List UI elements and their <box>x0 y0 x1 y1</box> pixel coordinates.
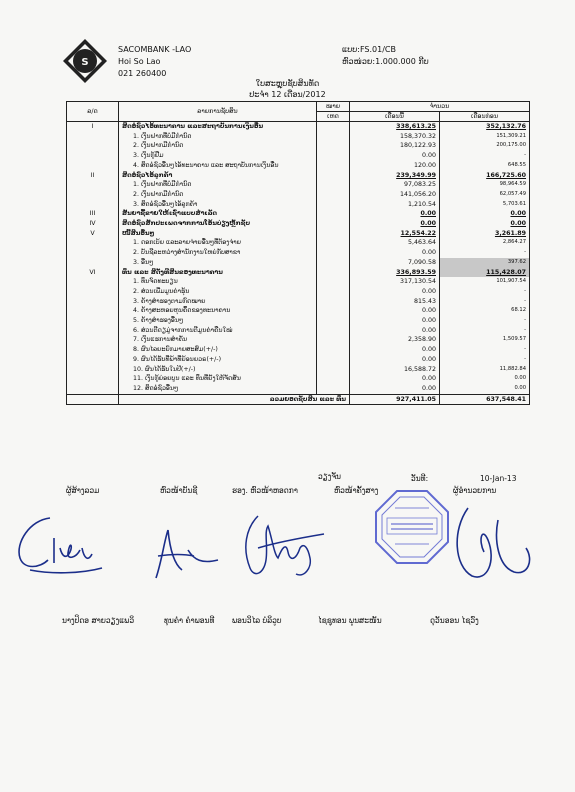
row-note <box>317 171 350 181</box>
row-number <box>67 355 119 365</box>
total-label: ລວມຍອດຊັບສິນ ແລະ ທຶນ <box>119 394 350 405</box>
row-note <box>317 384 350 394</box>
row-item-name: 6. ສ່ວນຕີດຽມູ່ຈາກການຕີມູນຄ່າຄືນໃໝ່ <box>119 326 317 336</box>
row-number <box>67 190 119 200</box>
form-info <box>342 44 429 68</box>
row-item-name: 1. ເງິນຝາກທີ່ບໍ່ມີກຳນົດ <box>119 180 317 190</box>
row-previous-value: 3,261.89 <box>440 229 530 239</box>
row-number <box>67 161 119 171</box>
row-number <box>67 277 119 287</box>
row-number <box>67 258 119 268</box>
row-item-name: 1. ເງິນຝາກທີ່ບໍ່ມີກຳນົດ <box>119 132 317 142</box>
row-previous-value: 5,703.61 <box>440 200 530 210</box>
row-previous-value: - <box>440 297 530 307</box>
row-number: IV <box>67 219 119 229</box>
row-previous-value: - <box>440 287 530 297</box>
row-current-value: 0.00 <box>350 151 440 161</box>
table-row <box>67 258 530 268</box>
table-row <box>67 306 530 316</box>
row-item-name: 2. ບັນຊີລະຫວ່າງສຳນັກງານໃຫຍ່ກັບສາຂາ <box>119 248 317 258</box>
row-current-value: 0.00 <box>350 316 440 326</box>
table-row <box>67 335 530 345</box>
row-number <box>67 326 119 336</box>
total-row <box>67 394 530 405</box>
row-number: V <box>67 229 119 239</box>
footer-date-label: ວັນທີ: <box>411 474 429 483</box>
signer-name-5: ດຸວັນອອນ ໄຊວົງ <box>430 616 479 625</box>
row-note <box>317 365 350 375</box>
document-date: ປະຈຳ 12 ເດືອນ/2012 <box>249 90 326 99</box>
row-previous-value: 166,725.60 <box>440 171 530 181</box>
row-item-name: 4. ຄ້າງສະຫອຍຫຸນຄ້ຶດຂອງທະນາຄານ <box>119 306 317 316</box>
row-current-value: 0.00 <box>350 355 440 365</box>
row-previous-value: - <box>440 326 530 336</box>
row-item-name: ທຶນ ແລະ ສິດັ່ງທີສິນຂອງທະນາຄານ <box>119 268 317 278</box>
row-note <box>317 335 350 345</box>
signer-name-2: ທຸນຄຳ ຄຳພອນທີ <box>164 616 215 625</box>
table-row <box>67 171 530 181</box>
row-number <box>67 200 119 210</box>
row-note <box>317 209 350 219</box>
table-row <box>67 268 530 278</box>
row-number <box>67 365 119 375</box>
row-item-name: ສິດອໍຊົວໄອ້ທະນາຄານ ແລະສະຖາບັນການເງິນອື່ນ <box>119 122 317 132</box>
bank-code: 021 260400 <box>118 69 167 78</box>
row-current-value: 97,083.25 <box>350 180 440 190</box>
row-current-value: 158,370.32 <box>350 132 440 142</box>
row-item-name: 3. ອື່ນໆ <box>119 258 317 268</box>
signature-3-icon <box>228 508 328 584</box>
row-item-name: 2. ສ່ວນເພີ່ມມູນຄ່າຮຸ້ນ <box>119 287 317 297</box>
signer-title-3: ຮອງ. ຫົວໜ້າຫອດກາ <box>232 486 298 495</box>
row-item-name: 3. ຄ້າງສຳຮອງຕາມກົດໝາຍ <box>119 297 317 307</box>
table-row <box>67 200 530 210</box>
row-current-value: 815.43 <box>350 297 440 307</box>
row-note <box>317 219 350 229</box>
row-previous-value: 62,057.49 <box>440 190 530 200</box>
row-item-name: 5. ຄ້າງສຳຮອງອື່ນໆ <box>119 316 317 326</box>
signer-name-3: ພອນວິໄລ ບໍລິວູບ <box>232 616 282 625</box>
row-item-name: 2. ເງິນຝາກມີກຳນົດ <box>119 141 317 151</box>
row-previous-value: 115,428.07 <box>440 268 530 278</box>
total-current: 927,411.05 <box>350 394 440 405</box>
row-current-value: 180,122.93 <box>350 141 440 151</box>
row-note <box>317 297 350 307</box>
table-row <box>67 326 530 336</box>
total-previous: 637,548.41 <box>440 394 530 405</box>
header-no: ລ/ດ <box>67 102 119 122</box>
row-number <box>67 374 119 384</box>
row-note <box>317 345 350 355</box>
row-current-value: 0.00 <box>350 326 440 336</box>
row-previous-value: 0.00 <box>440 374 530 384</box>
signer-title-4: ຫົວໜ້າຄັ້ງສາງ <box>334 486 379 495</box>
table-row <box>67 345 530 355</box>
row-note <box>317 316 350 326</box>
header-previous: ເດືອນກ່ອນ <box>440 112 530 122</box>
table-row <box>67 374 530 384</box>
row-item-name: ສິດອໍຊົວໄອ້ລູກຄ້າ <box>119 171 317 181</box>
header-note-2: ເຫດ <box>317 112 350 122</box>
table-row <box>67 277 530 287</box>
row-previous-value: - <box>440 248 530 258</box>
signer-name-4: ໄຊຊຸທອນ ພູນສະໜັນ <box>318 616 382 625</box>
row-note <box>317 132 350 142</box>
row-item-name: 2. ເງິນຝາກມີກຳນົດ <box>119 190 317 200</box>
signer-name-1: ນາງປິດອ ສາຍວຽງແພວິ <box>62 616 135 625</box>
table-row <box>67 287 530 297</box>
row-number <box>67 335 119 345</box>
svg-text:S: S <box>81 57 89 68</box>
row-number <box>67 248 119 258</box>
bank-address: Hoi So Lao <box>118 57 161 66</box>
row-item-name: 7. ເງິນແຮການສຳຄັນ <box>119 335 317 345</box>
row-current-value: 0.00 <box>350 384 440 394</box>
row-note <box>317 190 350 200</box>
signature-2-icon <box>148 520 228 584</box>
row-note <box>317 229 350 239</box>
row-previous-value: 68.12 <box>440 306 530 316</box>
signer-title-5: ຜູ້ອຳນວຍການ <box>453 486 497 495</box>
row-number <box>67 306 119 316</box>
row-note <box>317 258 350 268</box>
row-item-name: ສິດອໍຊົວສັກປະເພດຈາກການໂອ້ນບ່ຽງຫຼັກຊັບ <box>119 219 317 229</box>
row-number <box>67 316 119 326</box>
document-title: ໃບສະຫຼຸບຊັບສິນທັດ <box>255 79 320 88</box>
row-previous-value: 648.55 <box>440 161 530 171</box>
unit-label: ຫົວໜ່ວຍ:1.000.000 ກີບ <box>342 57 429 66</box>
row-number <box>67 384 119 394</box>
row-previous-value: - <box>440 345 530 355</box>
balance-sheet-table <box>66 101 530 405</box>
row-current-value: 0.00 <box>350 345 440 355</box>
row-number <box>67 238 119 248</box>
document-title-block <box>0 78 575 100</box>
footer-date: 10-Jan-13 <box>480 474 517 483</box>
row-previous-value: 2,864.27 <box>440 238 530 248</box>
row-note <box>317 287 350 297</box>
row-number: II <box>67 171 119 181</box>
row-previous-value: 0.00 <box>440 384 530 394</box>
row-note <box>317 141 350 151</box>
row-note <box>317 248 350 258</box>
row-note <box>317 306 350 316</box>
row-current-value: 317,130.54 <box>350 277 440 287</box>
row-previous-value: - <box>440 151 530 161</box>
row-current-value: 120.00 <box>350 161 440 171</box>
row-current-value: 141,056.20 <box>350 190 440 200</box>
bank-info <box>118 44 191 80</box>
row-item-name: 3. ສິດອໍຊົວອື່ນໆໄອ້ລູກຄ້າ <box>119 200 317 210</box>
row-current-value: 0.00 <box>350 374 440 384</box>
row-note <box>317 161 350 171</box>
row-current-value: 0.00 <box>350 306 440 316</box>
footer-place: ວຽງຈັນ <box>318 472 341 481</box>
signer-title-2: ຫົວໜ້າບັນຊີ <box>160 486 198 495</box>
row-previous-value: - <box>440 355 530 365</box>
row-number <box>67 141 119 151</box>
row-item-name: 8. ຜົນໄລຍະຍົກມາຍສະສົມ(+/-) <box>119 345 317 355</box>
row-item-name: 11. ເງິນກູ້ຍ່ອຍບູນ ແລະ ທຶນທີ່ຍັງໃຫ້ຈັດສັນ <box>119 374 317 384</box>
row-number <box>67 180 119 190</box>
row-item-name: ໜີ້ສິນອື່ນໆ <box>119 229 317 239</box>
header-amount: ຈຳນວນ <box>350 102 530 112</box>
table-row <box>67 316 530 326</box>
row-item-name: 3. ເງິນກູ້ຢືມ <box>119 151 317 161</box>
row-item-name: 4. ສິດອໍຊົວອື່ນໆໄອ້ທະນາຄານ ແລະ ສະຖາບັນການເງິນອື່ນ <box>119 161 317 171</box>
row-current-value: 239,349.99 <box>350 171 440 181</box>
header-current: ເດືອນນີ້ <box>350 112 440 122</box>
row-current-value: 5,463.64 <box>350 238 440 248</box>
row-number <box>67 345 119 355</box>
row-note <box>317 277 350 287</box>
row-note <box>317 268 350 278</box>
row-note <box>317 122 350 132</box>
row-number: III <box>67 209 119 219</box>
table-row <box>67 209 530 219</box>
table-row <box>67 229 530 239</box>
header-note: ໝາຍ <box>317 102 350 112</box>
row-item-name: ສັນຍາຊື້ຂາຍໃຫ້ເຊົ່າແບບສຳເລັດ <box>119 209 317 219</box>
row-current-value: 338,613.25 <box>350 122 440 132</box>
row-previous-value: 98,964.59 <box>440 180 530 190</box>
row-current-value: 1,210.54 <box>350 200 440 210</box>
row-current-value: 7,090.58 <box>350 258 440 268</box>
row-item-name: 10. ຜົນໄດ້ຮັບໃນປີ(+/-) <box>119 365 317 375</box>
header-item: ລາຍການຊັບສິນ <box>119 102 317 122</box>
row-previous-value: 0.00 <box>440 209 530 219</box>
row-note <box>317 180 350 190</box>
row-current-value: 2,358.90 <box>350 335 440 345</box>
row-number: VI <box>67 268 119 278</box>
signer-title-1: ຜູ້ສ້າງລວມ <box>66 486 100 495</box>
row-item-name: 12. ສິດອໍຊົວອື່ນໆ <box>119 384 317 394</box>
row-previous-value: - <box>440 316 530 326</box>
row-previous-value: 101,907.54 <box>440 277 530 287</box>
row-number <box>67 132 119 142</box>
row-current-value: 0.00 <box>350 209 440 219</box>
row-number <box>67 297 119 307</box>
bank-name: SACOMBANK -LAO <box>118 45 192 54</box>
row-current-value: 16,588.72 <box>350 365 440 375</box>
table-row <box>67 384 530 394</box>
signature-1-icon <box>10 508 110 578</box>
row-item-name: 9. ຜົນໄດ້ຮັບທີ່ພ້າທີ່ຍ້ອນຍວຣ(+/-) <box>119 355 317 365</box>
row-item-name: 1. ທຶນຈົດທະບຽນ <box>119 277 317 287</box>
table-row <box>67 365 530 375</box>
signature-4-icon <box>448 500 538 584</box>
table-row <box>67 238 530 248</box>
table-row <box>67 248 530 258</box>
table-row <box>67 219 530 229</box>
form-code: ແບບ:FS.01/CB <box>342 45 396 54</box>
table-row <box>67 141 530 151</box>
row-previous-value: 151,309.21 <box>440 132 530 142</box>
bank-stamp-icon <box>373 488 451 566</box>
row-number <box>67 287 119 297</box>
row-note <box>317 326 350 336</box>
table-row <box>67 190 530 200</box>
row-previous-value: 0.00 <box>440 219 530 229</box>
table-row <box>67 161 530 171</box>
row-previous-value: 1,509.57 <box>440 335 530 345</box>
row-current-value: 0.00 <box>350 219 440 229</box>
row-previous-value: 397.62 <box>440 258 530 268</box>
row-current-value: 336,893.59 <box>350 268 440 278</box>
table-row <box>67 151 530 161</box>
row-previous-value: 352,132.76 <box>440 122 530 132</box>
table-row <box>67 297 530 307</box>
row-note <box>317 238 350 248</box>
row-current-value: 12,554.22 <box>350 229 440 239</box>
row-previous-value: 11,882.84 <box>440 365 530 375</box>
row-number <box>67 151 119 161</box>
row-note <box>317 200 350 210</box>
row-current-value: 0.00 <box>350 287 440 297</box>
row-note <box>317 151 350 161</box>
row-note <box>317 355 350 365</box>
row-current-value: 0.00 <box>350 248 440 258</box>
row-item-name: 1. ດອກເບ້ຍ ແລະລາຍຈ່າຍອື່ນໆທີ່ຕ້ອງຈ່າຍ <box>119 238 317 248</box>
row-previous-value: 200,175.00 <box>440 141 530 151</box>
row-note <box>317 374 350 384</box>
table-row <box>67 122 530 132</box>
row-number: I <box>67 122 119 132</box>
table-row <box>67 180 530 190</box>
table-row <box>67 132 530 142</box>
table-row <box>67 355 530 365</box>
